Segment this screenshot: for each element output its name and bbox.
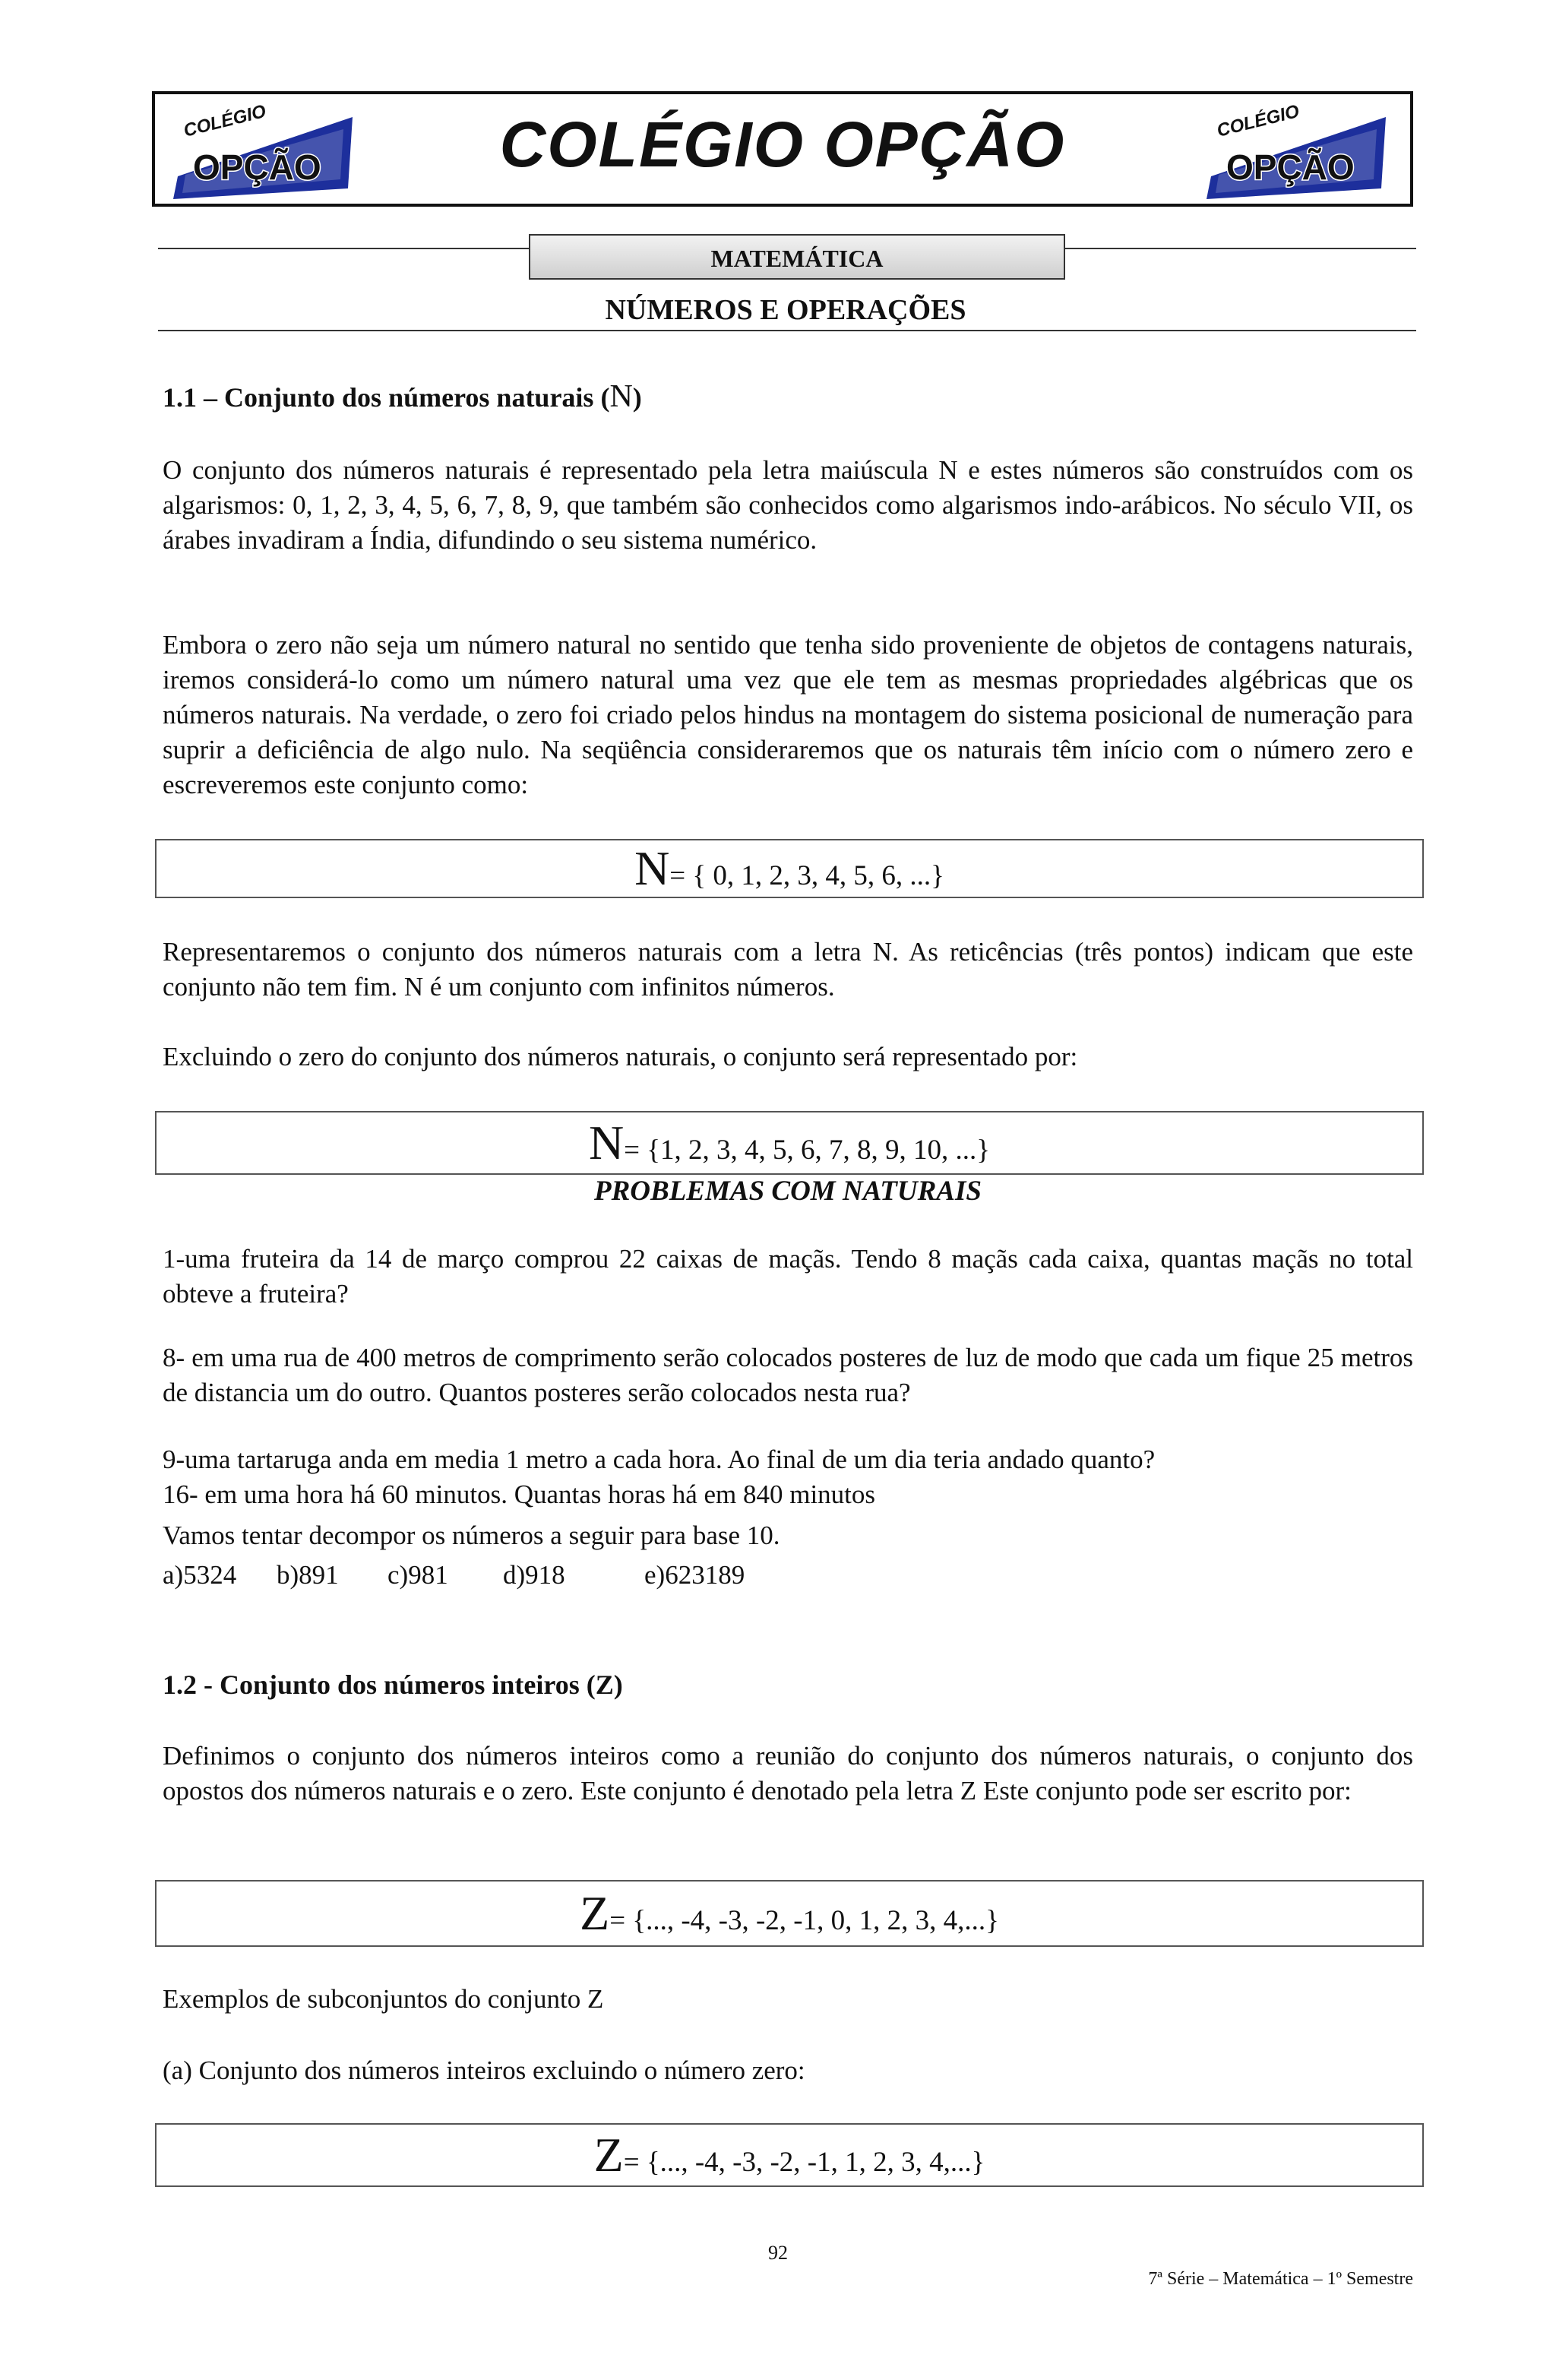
- problem-16: 16- em uma hora há 60 minutos. Quantas horas há em 840 minutos: [163, 1480, 876, 1509]
- section-1-1-paragraph-1: O conjunto dos números naturais é representado pela letra maiúscula N e estes números são construídos com os algarismos: 0, 1, 2, 3, 4, 5, 6, 7, 8, 9, que também são conhecidos como algarismos indo-arábicos. No século VII, os árabes invadiram a Índia, difundindo o seu sistema numérico.: [163, 455, 1413, 555]
- integer-set-symbol: Z: [580, 1886, 610, 1940]
- integer-set-elements: = {..., -4, -3, -2, -1, 0, 1, 2, 3, 4,...}: [609, 1905, 999, 1936]
- decompose-instruction: Vamos tentar decompor os números a seguir para base 10.: [163, 1521, 780, 1550]
- section-1-1-paragraph-3: Representaremos o conjunto dos números naturais com a letra N. As reticências (três pontos) indicam que este conjunto não tem fim. N é um conjunto com infinitos números.: [163, 937, 1413, 1002]
- section-1-1-paragraph-2: Embora o zero não seja um número natural no sentido que tenha sido proveniente de objetos de contagens naturais, iremos considerá-lo como um número natural uma vez que ele tem as mesmas propriedades algébricas que os números naturais. Na verdade, o zero foi criado pelos hindus na montagem do sistema posicional de numeração para suprir a deficiência de algo nulo. Na seqüência consideraremos que os naturais têm início com o número zero e escreveremos este conjunto como:: [163, 630, 1413, 799]
- section-1-1-paragraph-4: Excluindo o zero do conjunto dos números naturais, o conjunto será representado por:: [163, 1042, 1078, 1071]
- page-number: 92: [768, 2242, 788, 2264]
- natural-nonzero-set-symbol: N: [588, 1116, 625, 1169]
- logo-big-text-left: OPÇÃO: [193, 147, 321, 187]
- integer-nonzero-set-elements: = {..., -4, -3, -2, -1, 1, 2, 3, 4,...}: [623, 2147, 985, 2178]
- natural-set-elements: = { 0, 1, 2, 3, 4, 5, 6, ...}: [669, 860, 944, 891]
- problem-8: 8- em uma rua de 400 metros de comprimento serão colocados posteres de luz de modo que cada um fique 25 metros de distancia um do outro. Quantos posteres serão colocados nesta rua?: [163, 1343, 1413, 1407]
- logo-small-text-left: COLÉGIO: [181, 103, 268, 141]
- problems-title: PROBLEMAS COM NATURAIS: [594, 1176, 982, 1207]
- decompose-item-a: a)5324: [163, 1560, 237, 1590]
- decompose-items: [163, 1558, 745, 1593]
- header-box: [152, 91, 1413, 207]
- section-1-1-heading: [163, 378, 642, 415]
- topic-title: NÚMEROS E OPERAÇÕES: [605, 294, 966, 326]
- section-1-2-heading: 1.2 - Conjunto dos números inteiros (Z): [163, 1669, 623, 1700]
- integer-nonzero-set-box: [155, 2123, 1424, 2187]
- decompose-item-d: d)918: [503, 1560, 565, 1590]
- topic-underline: [158, 330, 1416, 331]
- decompose-item-e: e)623189: [644, 1560, 745, 1590]
- school-logo-right: [1203, 103, 1393, 202]
- section-1-1-heading-close: ): [632, 382, 642, 413]
- section-1-1-heading-symbol: N: [609, 379, 633, 414]
- subsets-intro: Exemplos de subconjuntos do conjunto Z: [163, 1984, 604, 2014]
- decompose-item-b: b)891: [277, 1560, 339, 1590]
- natural-nonzero-set-box: [155, 1111, 1424, 1175]
- logo-big-text-right: OPÇÃO: [1226, 147, 1355, 187]
- integer-nonzero-set-symbol: Z: [593, 2128, 624, 2182]
- integer-set-box: [155, 1880, 1424, 1947]
- subject-label: MATEMÁTICA: [529, 234, 1065, 280]
- subject-divider-right: [1065, 248, 1416, 249]
- problem-9: 9-uma tartaruga anda em media 1 metro a cada hora. Ao final de um dia teria andado quanto?: [163, 1445, 1156, 1474]
- footer-series: 7ª Série – Matemática – 1º Semestre: [1148, 2269, 1413, 2289]
- subset-example-a: (a) Conjunto dos números inteiros excluindo o número zero:: [163, 2056, 805, 2085]
- decompose-item-c: c)981: [387, 1560, 448, 1590]
- section-1-1-heading-text: 1.1 – Conjunto dos números naturais (: [163, 382, 610, 413]
- problem-1: 1-uma fruteira da 14 de março comprou 22 caixas de maçãs. Tendo 8 maçãs cada caixa, quantas maçãs no total obteve a fruteira?: [163, 1244, 1413, 1309]
- natural-set-symbol: N: [634, 841, 670, 895]
- logo-small-text-right: COLÉGIO: [1214, 103, 1301, 141]
- natural-set-box: [155, 839, 1424, 898]
- school-name: COLÉGIO OPÇÃO: [499, 109, 1066, 180]
- subject-divider-left: [158, 248, 529, 249]
- natural-nonzero-set-elements: = {1, 2, 3, 4, 5, 6, 7, 8, 9, 10, ...}: [624, 1135, 991, 1166]
- logo-graphic-right: [1203, 103, 1393, 202]
- section-1-2-paragraph-1: Definimos o conjunto dos números inteiros como a reunião do conjunto dos números naturais, o conjunto dos opostos dos números naturais e o zero. Este conjunto é denotado pela letra Z Este conjunto pode ser escrito por:: [163, 1741, 1413, 1806]
